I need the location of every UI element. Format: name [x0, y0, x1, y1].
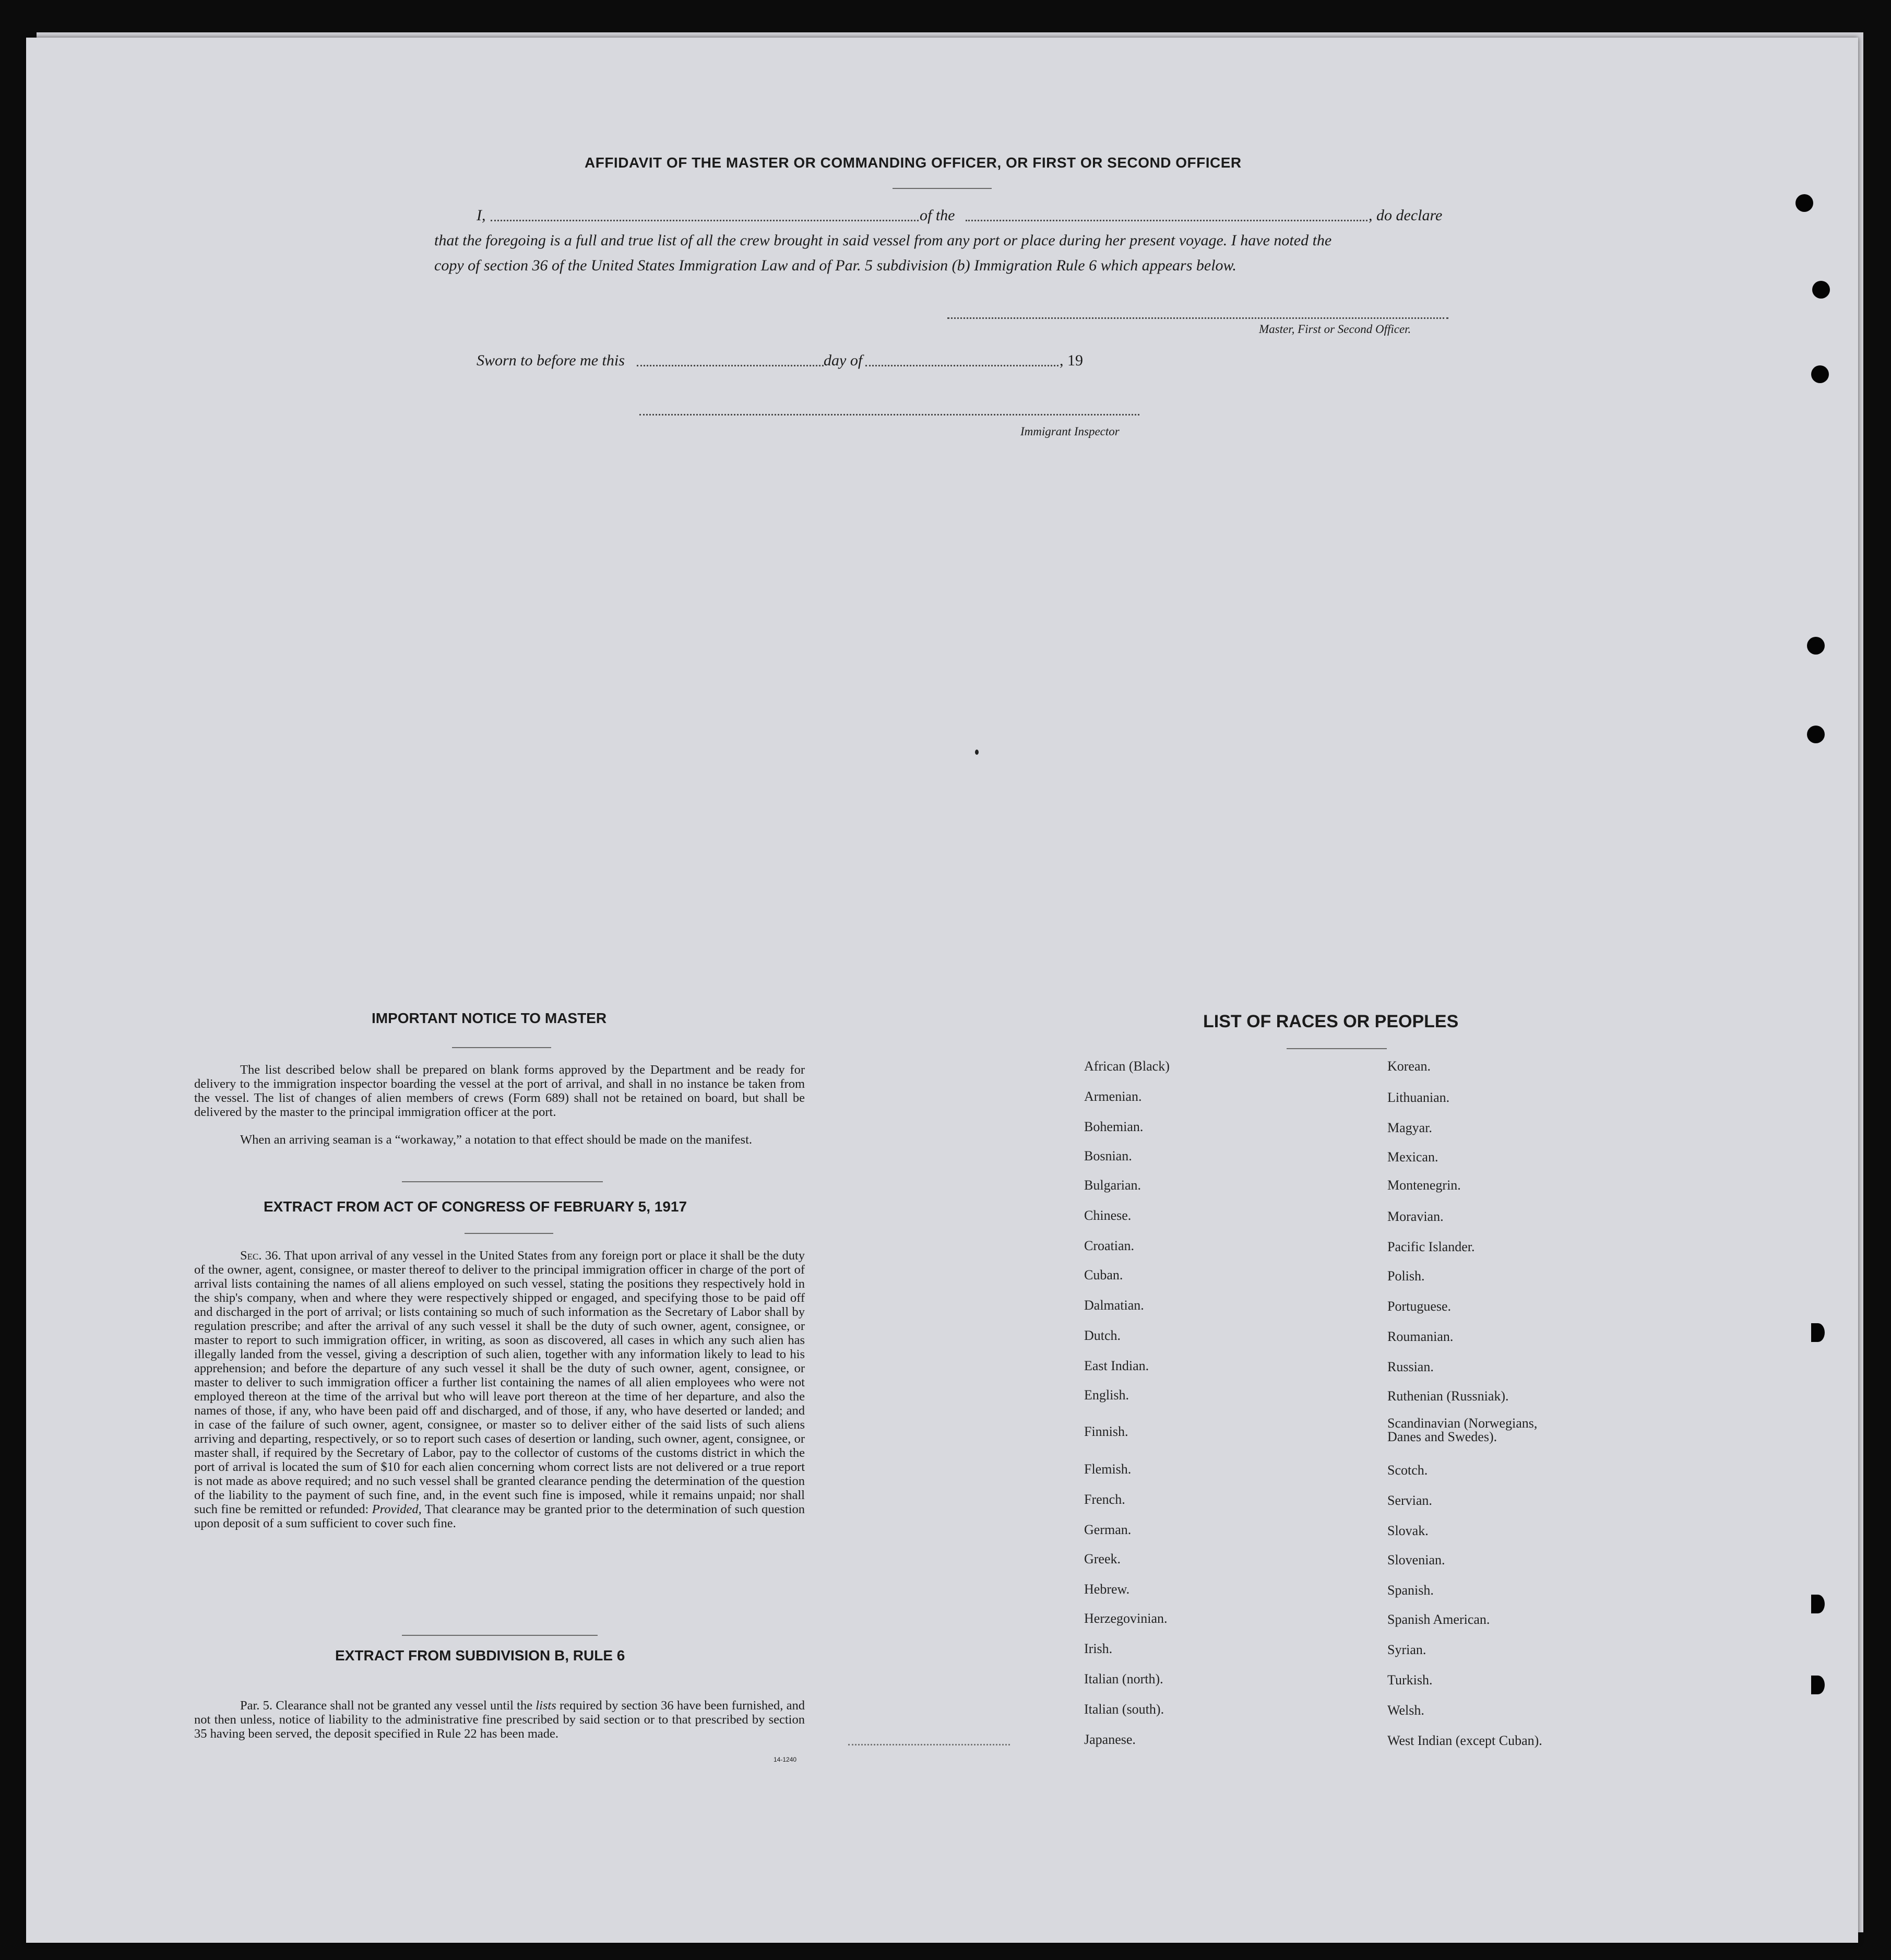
race-item: Japanese. — [1084, 1732, 1136, 1747]
section-divider — [402, 1181, 603, 1182]
race-item: German. — [1084, 1522, 1132, 1537]
affidavit-line-3: copy of section 36 of the United States Immigration Law and of Par. 5 subdivision (b) Immigration Rule 6 which appears below. — [434, 257, 1236, 274]
race-item: Mexican. — [1387, 1149, 1438, 1165]
race-item: Slovenian. — [1387, 1552, 1445, 1567]
race-item: Roumanian. — [1387, 1329, 1454, 1344]
race-item: Irish. — [1084, 1641, 1113, 1656]
race-item: Dutch. — [1084, 1328, 1121, 1343]
race-item: Finnish. — [1084, 1424, 1128, 1439]
race-item: Lithuanian. — [1387, 1090, 1450, 1105]
ink-speck — [975, 750, 979, 755]
officer-signature-line[interactable] — [947, 317, 1448, 319]
section-label: Sec. 36. — [240, 1249, 281, 1263]
title-divider — [893, 188, 992, 189]
lists-term: lists — [536, 1698, 556, 1713]
race-item: Bulgarian. — [1084, 1178, 1141, 1193]
rule-body-end: required by section 36 have been furnished, and not then unless, notice of liability to the administrative fine prescribed by said section or to that prescribed by section 35 having been served, the deposit specified in Rule 22 has been made. — [194, 1698, 805, 1741]
race-item: Polish. — [1387, 1268, 1425, 1284]
race-item: Ruthenian (Russniak). — [1387, 1388, 1509, 1404]
binder-hole-icon — [1811, 1676, 1825, 1694]
races-divider — [1287, 1048, 1387, 1049]
sworn-day-blank[interactable] — [637, 365, 824, 366]
race-item: West Indian (except Cuban). — [1387, 1733, 1542, 1748]
form-number: 14-1240 — [774, 1756, 797, 1763]
race-item: Korean. — [1387, 1059, 1431, 1074]
affidavit-title: AFFIDAVIT OF THE MASTER OR COMMANDING OFFICER, OR FIRST OR SECOND OFFICER — [585, 155, 1242, 171]
affidavit-i-label: I, — [477, 207, 486, 224]
rule-body-start: Par. 5. Clearance shall not be granted any vessel until the — [240, 1698, 536, 1713]
section-divider — [402, 1635, 598, 1636]
race-item: Servian. — [1387, 1493, 1432, 1508]
affidavit-line-2: that the foregoing is a full and true list of all the crew brought in said vessel from any port or place during her present voyage. I have noted the — [434, 232, 1332, 249]
race-item: Spanish American. — [1387, 1612, 1490, 1627]
race-item: Slovak. — [1387, 1523, 1429, 1538]
sworn-prefix: Sworn to before me this — [477, 352, 625, 369]
document-page — [26, 38, 1858, 1943]
affidavit-declare-label: , do declare — [1369, 207, 1443, 224]
sworn-year-label: , 19 — [1060, 352, 1083, 369]
binder-hole-icon — [1811, 365, 1829, 383]
race-item: Pacific Islander. — [1387, 1239, 1475, 1254]
race-item: Scandinavian (Norwegians, Danes and Swedes). — [1387, 1416, 1538, 1444]
notice-paragraph-2: When an arriving seaman is a “workaway,” a notation to that effect should be made on the manifest. — [240, 1133, 753, 1147]
race-item: French. — [1084, 1492, 1125, 1507]
race-item: English. — [1084, 1387, 1129, 1403]
officer-signature-label: Master, First or Second Officer. — [1259, 323, 1411, 336]
race-item: Syrian. — [1387, 1642, 1426, 1657]
binder-hole-icon — [1807, 726, 1825, 743]
notice-divider — [452, 1047, 551, 1048]
notice-paragraph-1: The list described below shall be prepared on blank forms approved by the Department and be ready for delivery to the immigration inspector boarding the vessel at the port of arrival, and shall in no instance be taken from the vessel. The list of changes of alien members of crews (Form 689) shall not be retained on board, but shall be delivered by the master to the principal immigration officer at the port. — [194, 1063, 805, 1119]
sworn-month-blank[interactable] — [865, 365, 1059, 366]
extract-act-divider — [465, 1233, 553, 1234]
race-item: Montenegrin. — [1387, 1178, 1461, 1193]
race-item: Italian (north). — [1084, 1671, 1163, 1686]
race-item: Italian (south). — [1084, 1702, 1164, 1717]
extract-act-title: EXTRACT FROM ACT OF CONGRESS OF FEBRUARY 5, 1917 — [264, 1198, 687, 1215]
race-item: Chinese. — [1084, 1208, 1132, 1223]
sworn-day-label: day of — [824, 352, 863, 369]
race-item: Herzegovinian. — [1084, 1611, 1168, 1626]
provided-term: Provided, — [372, 1502, 422, 1516]
race-item: Welsh. — [1387, 1703, 1424, 1718]
name-blank[interactable] — [491, 220, 919, 221]
dot-leader — [848, 1744, 1010, 1745]
vessel-blank[interactable] — [966, 220, 1367, 221]
inspector-signature-line[interactable] — [639, 414, 1139, 415]
notice-title: IMPORTANT NOTICE TO MASTER — [372, 1010, 607, 1026]
race-item: Magyar. — [1387, 1120, 1432, 1135]
race-item: Armenian. — [1084, 1089, 1142, 1104]
race-item: Hebrew. — [1084, 1582, 1130, 1597]
race-item: Flemish. — [1084, 1462, 1132, 1477]
section-body: That upon arrival of any vessel in the United States from any foreign port or place it shall be the duty of the owner, agent, consignee, or master thereof to deliver to the principal immigration officer in charge of the port of arrival lists containing the names of all aliens employed on such vessel, stating the positions they respectively hold in the ship's company, when and where they were respectively shipped or engaged, and specifying those to be paid off and discharged in the port of arrival; or lists containing so much of such information as the Secretary of Labor shall by regulation prescribe; and after the arrival of any such vessel it shall be the duty of such owner, agent, consignee, or master to report to such immigration officer, in writing, as soon as discovered, all cases in which any such alien has illegally landed from the vessel, giving a description of such alien, together with any information likely to lead to his apprehension; and before the departure of any such vessel it shall be the duty of such owner, agent, consignee, or master to deliver to such immigration officer a further list containing the names of all alien employees who were not employed thereon at the time of the arrival but who will leave port thereon at the time of her departure, and also the names of those, if any, who have been paid off and discharged, and of those, if any, who have deserted or landed; and in case of the failure of such owner, agent, consignee, or master so to deliver either of the said lists of such aliens arriving and departing, respectively, or so to report such cases of desertion or landing, such owner, agent, consignee, or master shall, if required by the Secretary of Labor, pay to the collector of customs of the customs district in which the port of arrival is located the sum of $10 for each alien concerning whom correct lists are not delivered or a true report is not made as above required; and no such vessel shall be granted clearance pending the determination of the question of the liability to the payment of such fine, and, in the event such fine is imposed, while it remains unpaid; nor shall such fine be remitted or refunded: — [194, 1249, 805, 1516]
binder-hole-icon — [1795, 194, 1813, 212]
section-body-end: That clearance may be granted prior to the determination of such question upon deposit of a sum sufficient to cover such fine. — [194, 1502, 805, 1530]
binder-hole-icon — [1811, 1323, 1825, 1342]
binder-hole-icon — [1807, 637, 1825, 655]
rule-paragraph — [194, 1698, 805, 1741]
race-item: Moravian. — [1387, 1209, 1444, 1224]
race-item: Turkish. — [1387, 1672, 1433, 1688]
race-item: Portuguese. — [1387, 1299, 1452, 1314]
races-title: LIST OF RACES OR PEOPLES — [1203, 1012, 1459, 1031]
section-36-text — [194, 1249, 805, 1530]
inspector-label: Immigrant Inspector — [1020, 425, 1120, 438]
race-item: Dalmatian. — [1084, 1298, 1144, 1313]
race-item: Cuban. — [1084, 1267, 1123, 1282]
race-item: East Indian. — [1084, 1358, 1149, 1373]
race-item: Bosnian. — [1084, 1148, 1132, 1163]
race-item: Greek. — [1084, 1551, 1121, 1566]
race-item: Russian. — [1387, 1359, 1434, 1374]
race-item: African (Black) — [1084, 1059, 1170, 1074]
binder-hole-icon — [1812, 281, 1830, 299]
extract-rule-title: EXTRACT FROM SUBDIVISION B, RULE 6 — [335, 1647, 625, 1664]
race-item: Spanish. — [1387, 1583, 1434, 1598]
affidavit-of-the-label: of the — [920, 207, 955, 224]
race-item: Bohemian. — [1084, 1119, 1144, 1134]
race-item: Croatian. — [1084, 1238, 1135, 1253]
binder-hole-icon — [1811, 1595, 1825, 1613]
race-item: Scotch. — [1387, 1463, 1428, 1478]
